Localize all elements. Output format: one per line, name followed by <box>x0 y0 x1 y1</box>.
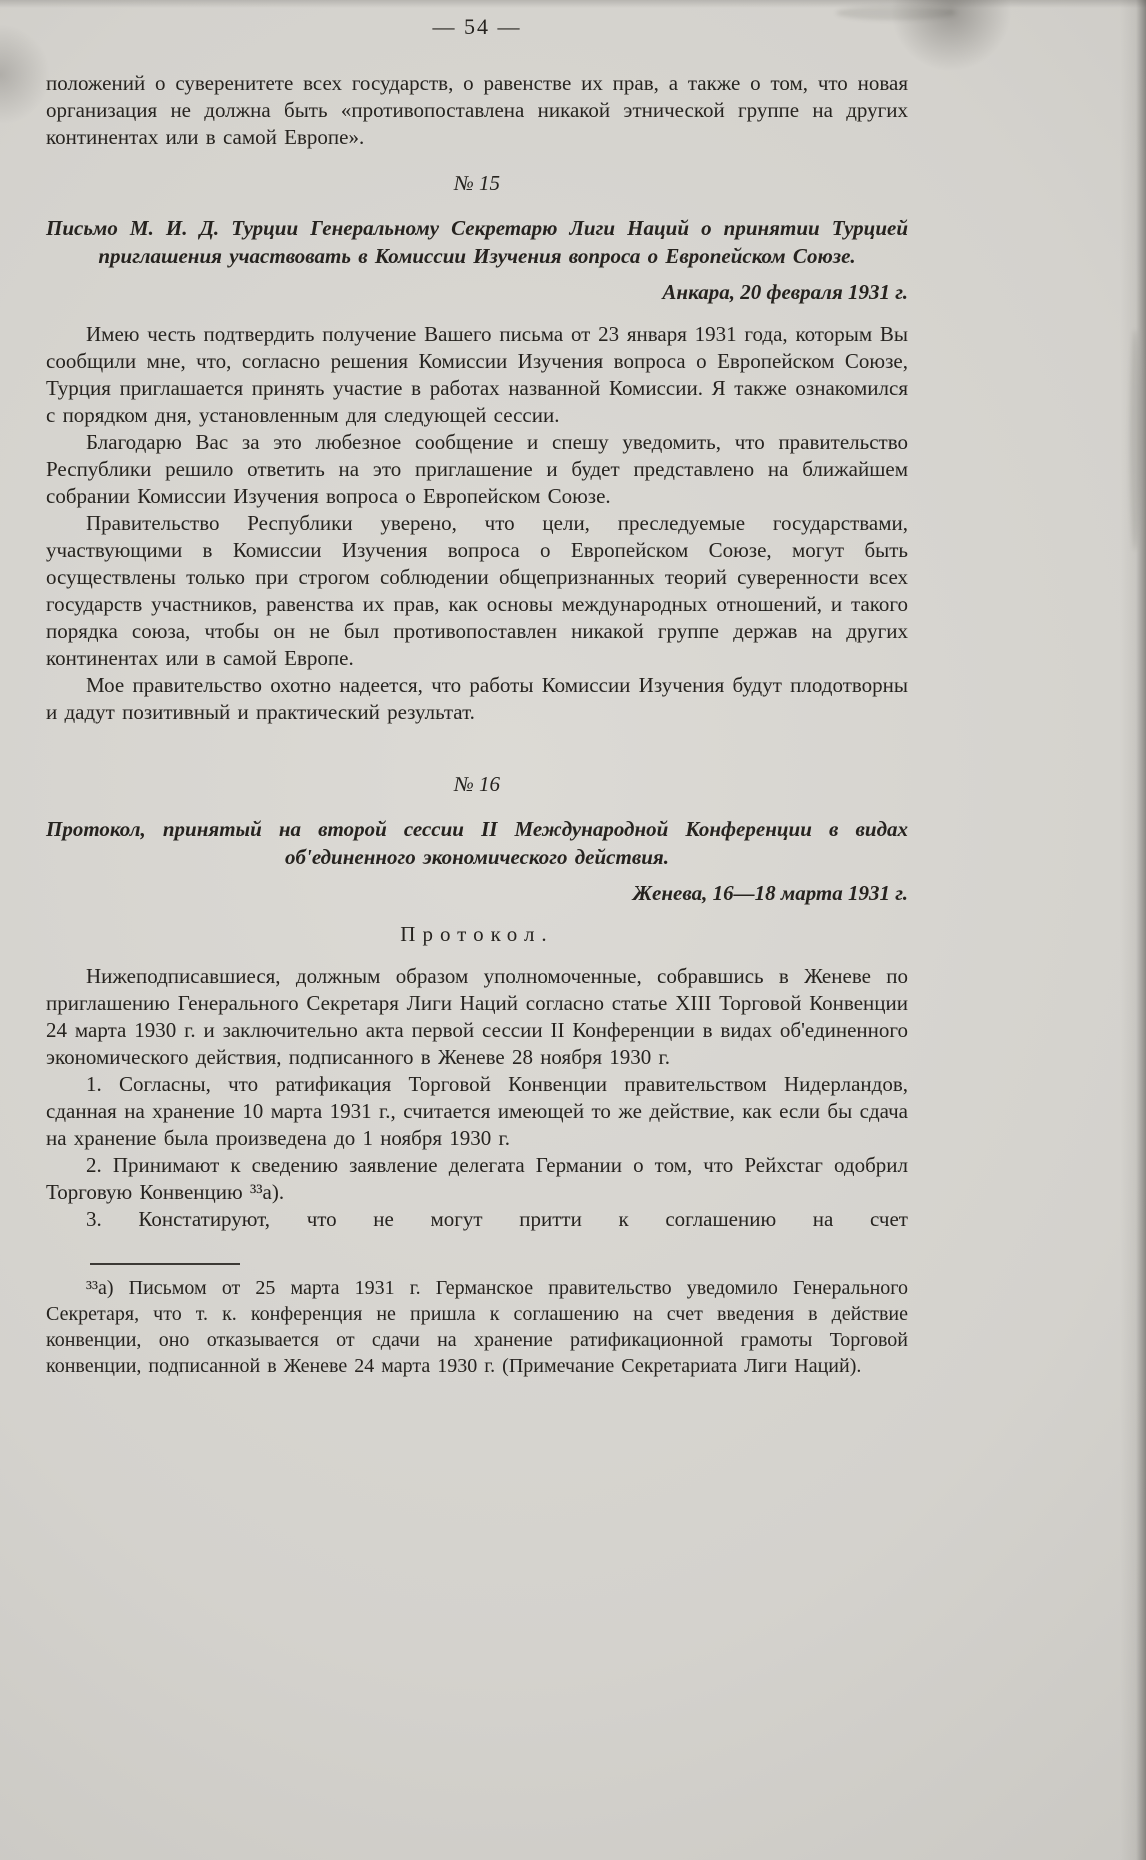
footnote-separator <box>90 1263 240 1265</box>
document-15-paragraph: Правительство Республики уверено, что цели, преследуемые государствами, участвующими в Комиссии Изучения вопроса о Европейском Союзе, могут быть осуществлены только при строгом соблюдении общепризнанных теорий суверенности всех государств участников, равенства их прав, как основы международных отношений, и такого порядка союза, чтобы он не был противопоставлен никакой группе держав на других континентах или в самой Европе. <box>46 511 908 670</box>
document-16-section <box>46 772 908 1233</box>
document-15-paragraph: Имею честь подтвердить получение Вашего письма от 23 января 1931 года, которым Вы сообщили мне, что, согласно решения Комиссии Изучения вопроса о Европейском Союзе, Турция приглашается принять участие в работах названной Комиссии. Я также ознакомился с порядком дня, установленным для следующей сессии. <box>46 322 908 427</box>
footnote-block <box>46 1263 908 1379</box>
document-15-title: Письмо М. И. Д. Турции Генеральному Секретарю Лиги Наций о принятии Турцией приглашения участвовать в Комиссии Изучения вопроса о Европейском Союзе. <box>46 216 908 268</box>
document-16-paragraph: 2. Принимают к сведению заявление делегата Германии о том, что Рейхстаг одобрил Торговую Конвенцию ³³а). <box>46 1153 908 1204</box>
footnote-text: ³³а) Письмом от 25 марта 1931 г. Германское правительство уведомило Генерального Секретаря, что т. к. конференция не пришла к соглашению на счет введения в действие конвенции, оно отказывается от сдачи на хранение ратификационной грамоты Торговой конвенции, подписанной в Женеве 24 марта 1930 г. (Примечание Секретариата Лиги Наций). <box>46 1277 908 1377</box>
document-15-paragraph: Благодарю Вас за это любезное сообщение и спешу уведомить, что правительство Республики решило ответить на это приглашение и будет представлено на ближайшем собрании Комиссии Изучения вопроса о Европейском Союзе. <box>46 430 908 508</box>
page-number: — 54 — <box>432 14 522 39</box>
document-15-dateline: Анкара, 20 февраля 1931 г. <box>662 280 908 304</box>
document-16-paragraph: 3. Констатируют, что не могут притти к соглашению на счет <box>86 1207 908 1231</box>
document-16-number: № 16 <box>453 772 501 796</box>
document-15-section <box>46 171 908 726</box>
document-16-title: Протокол, принятый на второй сессии II Международной Конференции в видах об'единенного экономического действия. <box>46 817 908 869</box>
document-16-dateline: Женева, 16—18 марта 1931 г. <box>632 881 908 905</box>
document-16-paragraph: 1. Согласны, что ратификация Торговой Конвенции правительством Нидерландов, сданная на хранение 10 марта 1931 г., считается имеющей то же действие, как если бы сдача на хранение была произведена до 1 ноября 1930 г. <box>46 1072 908 1150</box>
scan-edge-smudge <box>1130 330 1140 550</box>
protocol-subheading: Протокол. <box>400 922 554 946</box>
document-15-paragraph: Мое правительство охотно надеется, что работы Комиссии Изучения будут плодотворны и дадут позитивный и практический результат. <box>46 673 908 724</box>
scan-smudge <box>836 6 956 20</box>
continuation-paragraph: положений о суверенитете всех государств, о равенстве их прав, а также о том, что новая организация не должна быть «противопоставлена никакой этнической группе на других континентах или в самой Европе». <box>46 71 908 149</box>
document-16-paragraph: Нижеподписавшиеся, должным образом уполномоченные, собравшись в Женеве по приглашению Генерального Секретаря Лиги Наций согласно статье XIII Торговой Конвенции 24 марта 1930 г. и заключительно акта первой сессии II Конференции в видах об'единенного экономического действия, подписанного в Женеве 28 ноября 1930 г. <box>46 964 908 1069</box>
document-15-number: № 15 <box>453 171 501 195</box>
